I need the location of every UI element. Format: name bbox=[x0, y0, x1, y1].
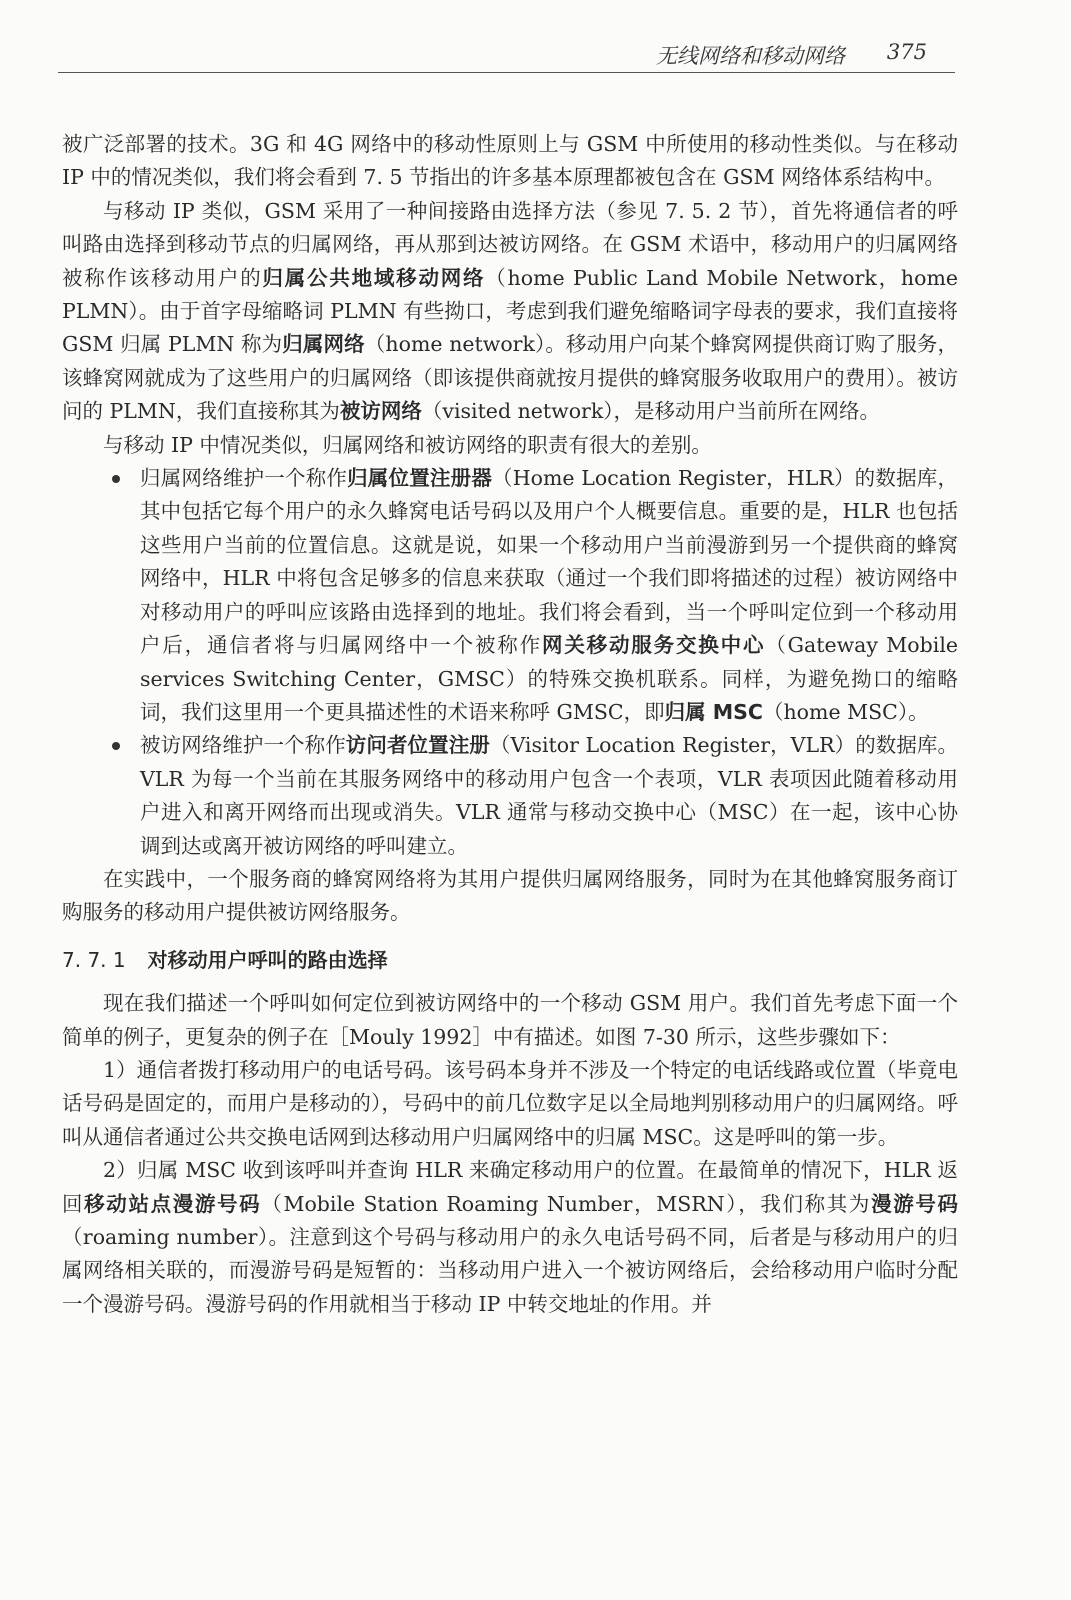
text-run: （visited network），是移动用户当前所在网络。 bbox=[421, 399, 881, 424]
bullet-dot-icon bbox=[112, 742, 120, 750]
paragraph-5: 现在我们描述一个呼叫如何定位到被访网络中的一个移动 GSM 用户。我们首先考虑下面一个简单的例子，更复杂的例子在［Mouly 1992］中有描述。如图 7-30 所示，这些步骤如下： bbox=[62, 991, 958, 1049]
term-home-msc: 归属 MSC bbox=[664, 699, 763, 724]
text-run: （Mobile Station Roaming Number，MSRN），我们称其为 bbox=[261, 1191, 872, 1216]
section-title: 对移动用户呼叫的路由选择 bbox=[147, 947, 388, 972]
term-vlr: 访问者位置注册 bbox=[345, 733, 490, 758]
page-number: 375 bbox=[886, 40, 927, 64]
paragraph-1: 被广泛部署的技术。3G 和 4G 网络中的移动性原则上与 GSM 中所使用的移动性类似。与在移动 IP 中的情况类似，我们将会看到 7. 5 节指出的许多基本原理都被包含在 GSM 网络体系结构中。 bbox=[62, 132, 958, 190]
bullet-item-vlr bbox=[62, 729, 958, 863]
header-title: 无线网络和移动网络 bbox=[656, 44, 845, 68]
text-run: 2）归属 MSC 收到该呼叫并查询 HLR 来确定移动用户的位置。在最简单的情况下，HLR 返回 bbox=[62, 1158, 958, 1216]
text-run: 与移动 IP 类似，GSM 采用了一种间接路由选择方法（参见 7. 5. 2 节），首先将通信者的呼叫路由选择到移动节点的归属网络，再从那到达被访网络。在 GSM 术语中，移动用户的归属网络被称作该移动用户的 bbox=[62, 198, 958, 290]
text-run: （Home Location Register，HLR）的数据库，其中包括它每个用户的永久蜂窝电话号码以及用户个人概要信息。重要的是，HLR 也包括这些用户当前的位置信息。这就是说，如果一个移动用户当前漫游到另一个提供商的蜂窝网络中，HLR 中将包含足够多的信息来获取（通过一个我们即将描述的过程）被访网络中对移动用户的呼叫应该路由选择到的地址。我们将会看到，当一个呼叫定位到一个移动用户后，通信者将与归属网络中一个被称作 bbox=[140, 466, 958, 658]
bullet-item-hlr bbox=[62, 462, 958, 729]
paragraph-2 bbox=[62, 195, 958, 429]
paragraph-3: 与移动 IP 中情况类似，归属网络和被访网络的职责有很大的差别。 bbox=[103, 432, 712, 457]
term-roaming-number: 漫游号码 bbox=[871, 1191, 959, 1216]
term-home-plmn: 归属公共地域移动网络 bbox=[262, 265, 486, 290]
term-msrn: 移动站点漫游号码 bbox=[84, 1191, 262, 1216]
text-run: （Gateway Mobile services Switching Center，GMSC）的特殊交换机联系。同样，为避免拗口的缩略词，我们这里用一个更具描述性的术语来称呼 GMSC，即 bbox=[140, 633, 959, 724]
text-run: 归属网络维护一个称作 bbox=[140, 466, 348, 491]
section-number: 7. 7. 1 bbox=[62, 947, 126, 972]
step-1: 1）通信者拨打移动用户的电话号码。该号码本身并不涉及一个特定的电话线路或位置（毕竟电话号码是固定的，而用户是移动的），号码中的前几位数字足以全局地判别移动用户的归属网络。呼叫从通信者通过公共交换电话网到达移动用户归属网络中的归属 MSC。这是呼叫的第一步。 bbox=[62, 1057, 958, 1149]
text-run: （home MSC）。 bbox=[762, 699, 929, 724]
paragraph-4: 在实践中，一个服务商的蜂窝网络将为其用户提供归属网络服务，同时为在其他蜂窝服务商订购服务的移动用户提供被访网络服务。 bbox=[62, 866, 958, 925]
section-heading bbox=[62, 944, 958, 977]
text-run: （Visitor Location Register，VLR）的数据库。VLR 为每一个当前在其服务网络中的移动用户包含一个表项，VLR 表项因此随着移动用户进入和离开网络而出现或消失。VLR 通常与移动交换中心（MSC）在一起，该中心协调到达或离开被访网络的呼叫建立。 bbox=[140, 733, 959, 858]
term-visited-network: 被访网络 bbox=[339, 399, 422, 424]
bullet-dot-icon bbox=[112, 475, 120, 483]
term-gmsc: 网关移动服务交换中心 bbox=[541, 633, 766, 658]
term-home-network: 归属网络 bbox=[282, 332, 365, 357]
text-run: （home Public Land Mobile Network，home PLMN）。由于首字母缩略词 PLMN 有些拗口，考虑到我们避免缩略词字母表的要求，我们直接将 GSM 归属 PLMN 称为 bbox=[62, 265, 959, 357]
page-body bbox=[62, 128, 958, 1321]
text-run: 被访网络维护一个称作 bbox=[140, 733, 346, 758]
bullet-list bbox=[62, 462, 958, 863]
text-run: （roaming number）。注意到这个号码与移动用户的永久电话号码不同，后者是与移动用户的归属网络相关联的，而漫游号码是短暂的：当移动用户进入一个被访网络后，会给移动用户临时分配一个漫游号码。漫游号码的作用就相当于移动 IP 中转交地址的作用。并 bbox=[62, 1225, 958, 1316]
term-hlr: 归属位置注册器 bbox=[347, 466, 493, 491]
running-header bbox=[58, 38, 955, 73]
text-run: （home network）。移动用户向某个蜂窝网提供商订购了服务，该蜂窝网就成为了这些用户的归属网络（即该提供商就按月提供的蜂窝服务收取用户的费用）。被访问的 PLMN，我们直接称其为 bbox=[62, 332, 958, 424]
step-2 bbox=[62, 1154, 958, 1321]
